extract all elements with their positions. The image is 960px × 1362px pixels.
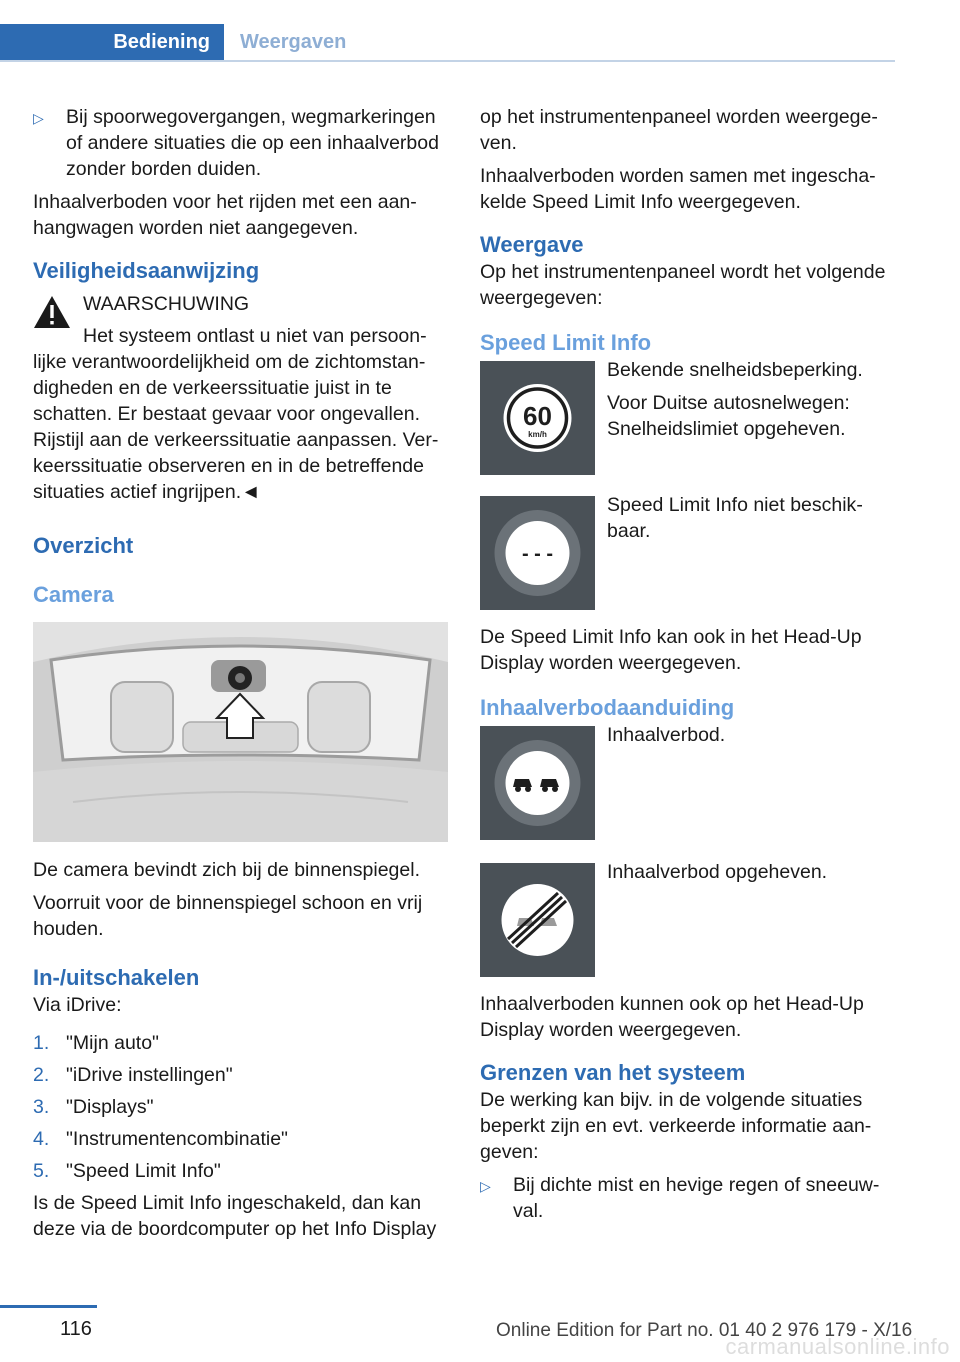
list-number: 5. (33, 1160, 50, 1182)
list-item (33, 1126, 448, 1152)
subheading-no-passing: Inhaalverbodaanduiding (480, 695, 735, 720)
sign-row-no-passing (480, 726, 890, 840)
watermark: carmanualsonline.info (725, 1334, 950, 1359)
paragraph: Op het instrumentenpaneel wordt het volgende weergegeven: (480, 261, 886, 309)
paragraph: Is de Speed Limit Info ingeschakeld, dan kan deze via de boordcomputer op het Info Display (33, 1192, 437, 1240)
sign-row-no-passing-end (480, 863, 890, 977)
paragraph: De werking kan bijv. in de volgende situaties beperkt zijn en evt. verkeerde informatie aangeven: (480, 1089, 872, 1163)
left-column (33, 104, 448, 1249)
sign-speed-value: 60 (523, 401, 552, 431)
sign-description (607, 859, 897, 892)
paragraph: Inhaalverbod opgeheven. (607, 861, 828, 883)
warning-text: Het systeem ontlast u niet van persoonlijke verantwoordelijkheid om de zichtomstandigheden en de verkeerssituatie juist in te schatten. Er bestaat gevaar voor ongevallen. Rijstijl aan de verkeerssituatie aanpassen. Verkeerssituatie observeren en in de betreffende situaties actief ingrijpen.◄ (33, 325, 439, 503)
section-heading-onoff: In-/uitschakelen (33, 965, 200, 990)
tab-weergaven[interactable]: Weergaven (240, 31, 347, 53)
triangle-bullet-icon: ▷ (33, 110, 44, 126)
no-passing-sign-icon (480, 726, 595, 840)
sign-description (607, 722, 897, 755)
sign-description (607, 357, 897, 449)
warning-text-first (33, 323, 448, 505)
bullet-text: Bij spoorwegovergangen, wegmarkeringen of andere situaties die op een inhaalverbod zonder borden duiden. (66, 106, 439, 180)
list-number: 2. (33, 1064, 50, 1086)
subheading-camera: Camera (33, 582, 114, 607)
list-item-text: "Mijn auto" (66, 1032, 159, 1054)
section-heading-safety: Veiligheidsaanwijzing (33, 258, 260, 283)
tab-bediening[interactable]: Bediening (0, 24, 224, 60)
paragraph: Via iDrive: (33, 994, 122, 1016)
section-heading-display: Weergave (480, 232, 584, 257)
right-column (480, 104, 890, 1231)
list-item-text: "iDrive instellingen" (66, 1064, 233, 1086)
speed-limit-60-sign-icon (480, 361, 595, 475)
page-number-rule (0, 1305, 97, 1308)
list-item (33, 1062, 448, 1088)
paragraph: Speed Limit Info niet beschikbaar. (607, 494, 863, 542)
list-item-text: "Displays" (66, 1096, 154, 1118)
sign-dashes: - - - (521, 543, 554, 565)
bullet-item (480, 1172, 890, 1224)
paragraph: Inhaalverboden kunnen ook op het Head-Up Display worden weergegeven. (480, 993, 864, 1041)
warning-triangle-icon (33, 295, 71, 329)
edition-footer: Online Edition for Part no. 01 40 2 976 179 - X/16 (496, 1320, 913, 1341)
list-item (33, 1158, 448, 1184)
paragraph: De camera bevindt zich bij de binnenspiegel. (33, 859, 420, 881)
numbered-list (33, 1030, 448, 1184)
subheading-speed-limit-info: Speed Limit Info (480, 330, 652, 355)
warning-title: WAARSCHUWING (83, 293, 250, 315)
paragraph: De Speed Limit Info kan ook in het Head-Up Display worden weergegeven. (480, 626, 862, 674)
sign-speed-unit: km/h (528, 430, 547, 439)
section-heading-overview: Overzicht (33, 533, 134, 558)
paragraph: Inhaalverboden voor het rijden met een aanhangwagen worden niet aangegeven. (33, 191, 417, 239)
warning-block (33, 291, 448, 505)
list-item-text: "Instrumentencombinatie" (66, 1128, 288, 1150)
paragraph: Inhaalverboden worden samen met ingeschakelde Speed Limit Info weergegeven. (480, 165, 876, 213)
no-passing-end-sign-icon (480, 863, 595, 977)
camera-location-photo (33, 622, 448, 842)
list-number: 3. (33, 1096, 50, 1118)
sign-row-unavailable (480, 496, 890, 610)
header-tabs (0, 24, 895, 62)
speed-limit-unavailable-sign-icon (480, 496, 595, 610)
list-number: 1. (33, 1032, 50, 1054)
sign-row-speed-60 (480, 361, 890, 475)
list-item (33, 1094, 448, 1120)
bullet-item (33, 104, 448, 182)
paragraph: Bekende snelheidsbeperking. (607, 359, 863, 381)
paragraph: Voor Duitse autosnelwegen: Snelheidslimiet opgeheven. (607, 392, 850, 440)
sign-description (607, 492, 897, 551)
paragraph: Voorruit voor de binnenspiegel schoon en vrij houden. (33, 892, 423, 940)
page-number: 116 (60, 1318, 92, 1340)
list-item-text: "Speed Limit Info" (66, 1160, 221, 1182)
paragraph: Inhaalverbod. (607, 724, 726, 746)
list-number: 4. (33, 1128, 50, 1150)
bullet-text: Bij dichte mist en hevige regen of sneeuwval. (513, 1174, 880, 1222)
paragraph: op het instrumentenpaneel worden weergegeven. (480, 106, 878, 154)
list-item (33, 1030, 448, 1056)
section-heading-limits: Grenzen van het systeem (480, 1060, 746, 1085)
triangle-bullet-icon: ▷ (480, 1178, 491, 1194)
